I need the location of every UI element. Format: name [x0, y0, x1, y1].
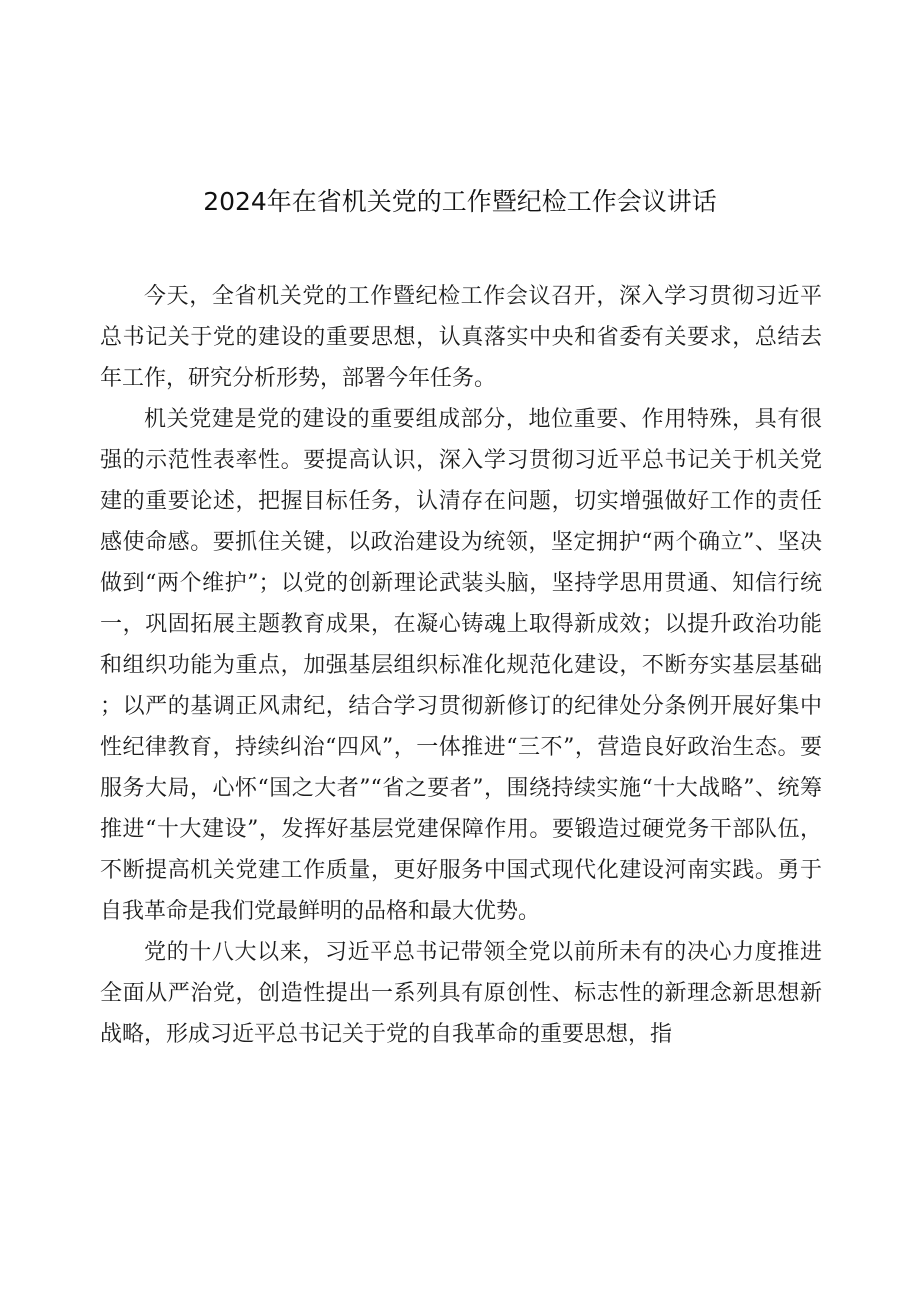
paragraph-3: 党的十八大以来，习近平总书记带领全党以前所未有的决心力度推进全面从严治党，创造性提出一系列具有原创性、标志性的新理念新思想新战略，形成习近平总书记关于党的自我革命的重要思想，指	[100, 940, 822, 1047]
paragraph-2: 机关党建是党的建设的重要组成部分，地位重要、作用特殊，具有很强的示范性表率性。要提高认识，深入学习贯彻习近平总书记关于机关党建的重要论述，把握目标任务，认清存在问题，切实增强做好工作的责任感使命感。要抓住关键，以政治建设为统领，坚定拥护“两个确立”、坚决做到“两个维护”；以党的创新理论武装头脑，坚持学思用贯通、知信行统一，巩固拓展主题教育成果，在凝心铸魂上取得新成效；以提升政治功能和组织功能为重点，加强基层组织标准化规范化建设，不断夯实基层基础；以严的基调正风肃纪，结合学习贯彻新修订的纪律处分条例开展好集中性纪律教育，持续纠治“四风”，一体推进“三不”，营造良好政治生态。要服务大局，心怀“国之大者”“省之要者”，围绕持续实施“十大战略”、统筹推进“十大建设”，发挥好基层党建保障作用。要锻造过硬党务干部队伍，不断提高机关党建工作质量，更好服务中国式现代化建设河南实践。勇于自我革命是我们党最鲜明的品格和最大优势。	[100, 407, 822, 924]
document-body	[100, 276, 822, 1055]
paragraph-1: 今天，全省机关党的工作暨纪检工作会议召开，深入学习贯彻习近平总书记关于党的建设的重要思想，认真落实中央和省委有关要求，总结去年工作，研究分析形势，部署今年任务。	[100, 284, 822, 391]
document-title: 2024年在省机关党的工作暨纪检工作会议讲话	[203, 187, 717, 216]
